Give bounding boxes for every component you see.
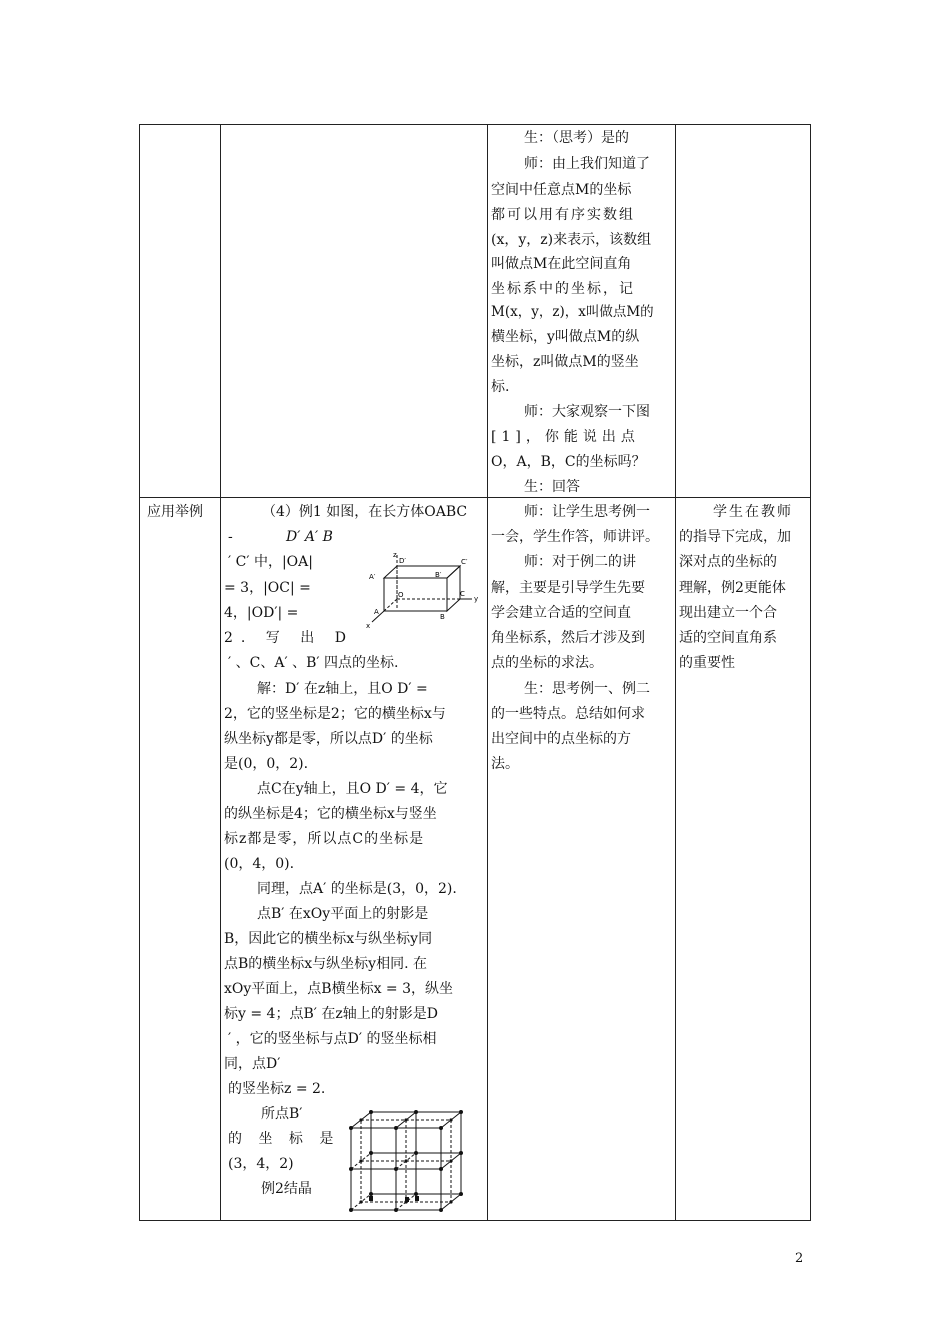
column-divider-1 (220, 124, 221, 1221)
page-number: 2 (795, 1251, 804, 1266)
text-line: 坐标，z叫做点M的竖坐 (491, 354, 639, 370)
text-line: 生：（思考）是的 (524, 130, 629, 146)
table-border-top (139, 124, 811, 125)
label-a-prime: A′ (369, 573, 376, 581)
text-line: 标. (491, 379, 510, 395)
text-line: 解，主要是引导学生先要 (491, 580, 645, 596)
label-c: C (460, 590, 465, 598)
label-b: B (440, 613, 445, 621)
text-line: 坐标系中的坐标，记 (491, 281, 635, 297)
text-line: 点C在y轴上，且O D′ = 4，它 (257, 781, 448, 797)
text-line: 的 坐 标 是 (228, 1131, 340, 1147)
text-line: 的重要性 (679, 655, 735, 671)
text-line: 生：思考例一、例二 (524, 681, 650, 697)
text-line: 叫做点M在此空间直角 (491, 256, 632, 272)
text-line: 适的空间直角系 (679, 630, 777, 646)
text-line: 点B′ 在xOy平面上的射影是 (257, 906, 429, 922)
column-divider-3 (675, 124, 676, 1221)
text-line: 标z都是零，所以点C的坐标是 (224, 831, 425, 847)
text-line: 师：对于例二的讲 (524, 554, 636, 570)
text-line: xOy平面上，点B横坐标x = 3，纵坐 (224, 981, 454, 997)
label-x: x (366, 622, 371, 630)
row-divider (139, 497, 811, 498)
text-line: 深对点的坐标的 (679, 554, 777, 570)
text-line: 点B的横坐标x与纵坐标y相同. 在 (224, 956, 427, 972)
text-line: 2，它的竖坐标是2；它的横坐标x与 (224, 706, 446, 722)
text-line: 空间中任意点M的坐标 (491, 182, 632, 198)
text-line: B，因此它的横坐标x与纵坐标y同 (224, 931, 433, 947)
text-line: 点的坐标的求法。 (491, 655, 603, 671)
text-line: 同，点D′ (224, 1056, 281, 1072)
text-line: (0，4，0). (224, 856, 295, 872)
text-line: 例2结晶 (261, 1181, 312, 1197)
text-line: 师：让学生思考例一 (524, 504, 650, 520)
text-line: (x，y，z)来表示，该数组 (491, 232, 652, 248)
section-label: 应用举例 (147, 504, 203, 520)
text-line: 的一些特点。总结如何求 (491, 706, 645, 722)
text-line: M(x，y，z)，x叫做点M的 (491, 304, 654, 320)
label-a: A (374, 608, 379, 616)
text-line: ′ ，它的竖坐标与点D′ 的竖坐标相 (228, 1031, 437, 1047)
text-line: 生：回答 (524, 479, 580, 495)
text-line: O，A，B，C的坐标吗？ (491, 454, 646, 470)
text-line: 出空间中的点坐标的方 (491, 731, 631, 747)
label-y: y (474, 595, 479, 603)
text-line: 学生在教师 (713, 504, 793, 520)
text-line: 同理，点A′ 的坐标是(3，0，2). (257, 881, 457, 897)
text-line: ′ C′ 中，|OA| (228, 554, 313, 570)
label-c-prime: C′ (461, 558, 468, 566)
text-line: 的指导下完成，加 (679, 529, 791, 545)
text-line: 横坐标，y叫做点M的纵 (491, 329, 640, 345)
text-line: （4）例1 如图，在长方体OABC (262, 504, 468, 520)
text-line: 现出建立一个合 (679, 605, 777, 621)
cuboid-figure (362, 548, 486, 630)
text-line: - (228, 529, 233, 545)
text-line: 法。 (491, 756, 519, 772)
table-border-bottom (139, 1220, 811, 1221)
label-o: O (398, 591, 404, 599)
text-line: 纵坐标y都是零，所以点D′ 的坐标 (224, 731, 433, 747)
label-d-prime: D′ (399, 557, 406, 565)
text-line: 学会建立合适的空间直 (491, 605, 631, 621)
text-line: (3，4，2) (228, 1156, 294, 1172)
text-line: [1]，你能说出点 (491, 429, 640, 445)
column-divider-2 (487, 124, 488, 1221)
text-line: 都可以用有序实数组 (491, 207, 635, 223)
text-line: 角坐标系，然后才涉及到 (491, 630, 645, 646)
text-line: 4，|OD′| = (224, 605, 299, 621)
text-line: 的纵坐标是4；它的横坐标x与竖坐 (224, 806, 437, 822)
table-border-right (810, 124, 811, 1221)
text-line: 师：大家观察一下图 (524, 404, 650, 420)
text-line: 的竖坐标z = 2. (228, 1081, 326, 1097)
label-z: z (393, 551, 397, 559)
text-line: 解：D′ 在z轴上，且O D′ = (257, 681, 428, 697)
table-border-left (139, 124, 140, 1221)
text-line: 一会，学生作答，师讲评。 (491, 529, 659, 545)
text-line: 2. 写 出 D (224, 630, 354, 646)
text-line: = 3，|OC| = (224, 580, 311, 596)
text-line: 是(0，0，2). (224, 756, 309, 772)
crystal-lattice-figure (343, 1106, 471, 1216)
label-b-prime: B′ (435, 571, 442, 579)
text-line: 师：由上我们知道了 (524, 156, 650, 172)
text-line: D′ A′ B (286, 529, 333, 545)
text-line: 理解，例2更能体 (679, 580, 786, 596)
text-line: ′ 、C、A′ 、B′ 四点的坐标. (228, 655, 399, 671)
text-line: 标y = 4；点B′ 在z轴上的射影是D (224, 1006, 438, 1022)
text-line: 所点B′ (261, 1106, 303, 1122)
